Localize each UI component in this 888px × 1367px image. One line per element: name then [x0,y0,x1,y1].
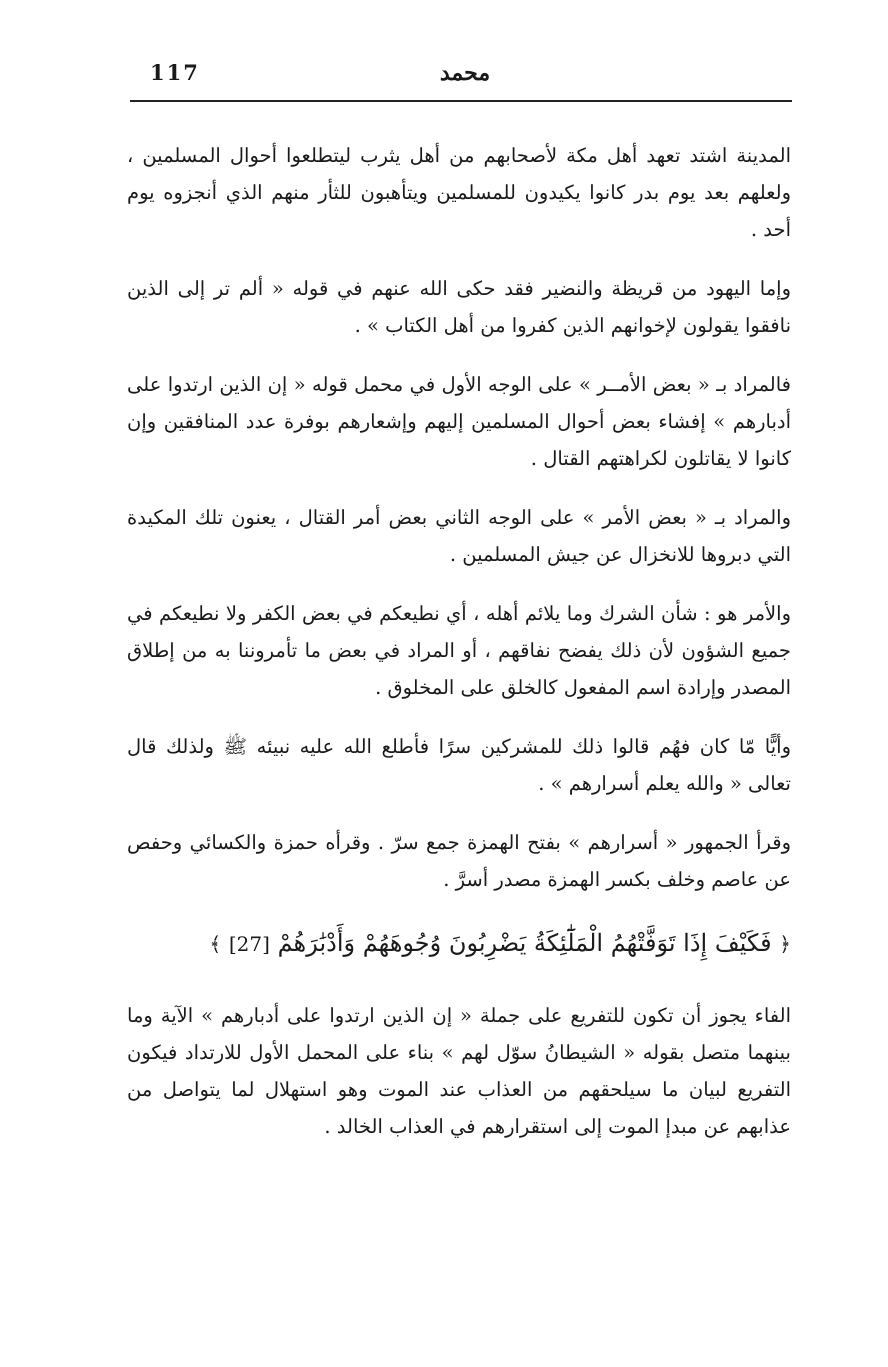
paragraph-7: وقرأ الجمهور « أسرارهم » بفتح الهمزة جمع سرّ . وقرأه حمزة والكسائي وحفص عن عاصم وخلف بكسر الهمزة مصدر أسرَّ . [127,831,791,891]
running-title: محمد [439,60,491,86]
page-number: 117 [150,60,200,85]
verse-number: [27] [228,932,270,956]
page-body [127,137,791,1167]
verse-open-bracket: ﴿ [779,932,791,956]
commentary-paragraph: الفاء يجوز أن تكون للتفريع على جملة « إن الذين ارتدوا على أدبارهم » الآية وما بينهما متصل بقوله « الشيطانُ سوّل لهم » بناء على المحمل الأول للارتداد فيكون التفريع لبيان ما سيلحقهم من العذاب عند الموت وهو استهلال لما يتواصل من عذابهم عن مبدإ الموت إلى استقرارهم في العذاب الخالد . [127,1004,791,1138]
quran-verse [127,920,791,967]
verse-text: فَكَيْفَ إِذَا تَوَفَّتْهُمُ الْمَلَٰٓئِكَةُ يَضْرِبُونَ وُجُوهَهُمْ وَأَدْبَٰرَهُمْ [277,929,772,957]
paragraph-2: وإما اليهود من قريظة والنضير فقد حكى الله عنهم في قوله « ألم تر إلى الذين نافقوا يقولون لإخوانهم الذين كفروا من أهل الكتاب » . [127,277,791,337]
verse-close-bracket: ﴾ [209,932,222,956]
paragraph-3: فالمراد بـ « بعض الأمــر » على الوجه الأول في محمل قوله « إن الذين ارتدوا على أدبارهم » إفشاء بعض أحوال المسلمين إليهم وإشعارهم بوفرة عدد المنافقين وإن كانوا لا يقاتلون لكراهتهم القتال . [127,373,791,470]
paragraph-5: والأمر هو : شأن الشرك وما يلائم أهله ، أي نطيعكم في بعض الكفر ولا نطيعكم في جميع الشؤون لأن ذلك يفضح نفاقهم ، أو المراد في بعض ما تأمروننا به من إطلاق المصدر وإرادة اسم المفعول كالخلق على المخلوق . [127,602,791,699]
paragraph-4: والمراد بـ « بعض الأمر » على الوجه الثاني بعض أمر القتال ، يعنون تلك المكيدة التي دبروها للانخزال عن جيش المسلمين . [127,506,791,566]
paragraph-1: المدينة اشتد تعهد أهل مكة لأصحابهم من أهل يثرب ليتطلعوا أحوال المسلمين ، ولعلهم بعد يوم بدر كانوا يكيدون للمسلمين ويتأهبون للثأر منهم الذي أنجزوه يوم أحد . [127,144,791,241]
header-rule [130,100,792,102]
paragraph-6: وأيًّا مّا كان فهُم قالوا ذلك للمشركين سرًا فأطلع الله عليه نبيئه ﷺ ولذلك قال تعالى « والله يعلم أسرارهم » . [127,735,791,795]
page-header [130,58,792,104]
